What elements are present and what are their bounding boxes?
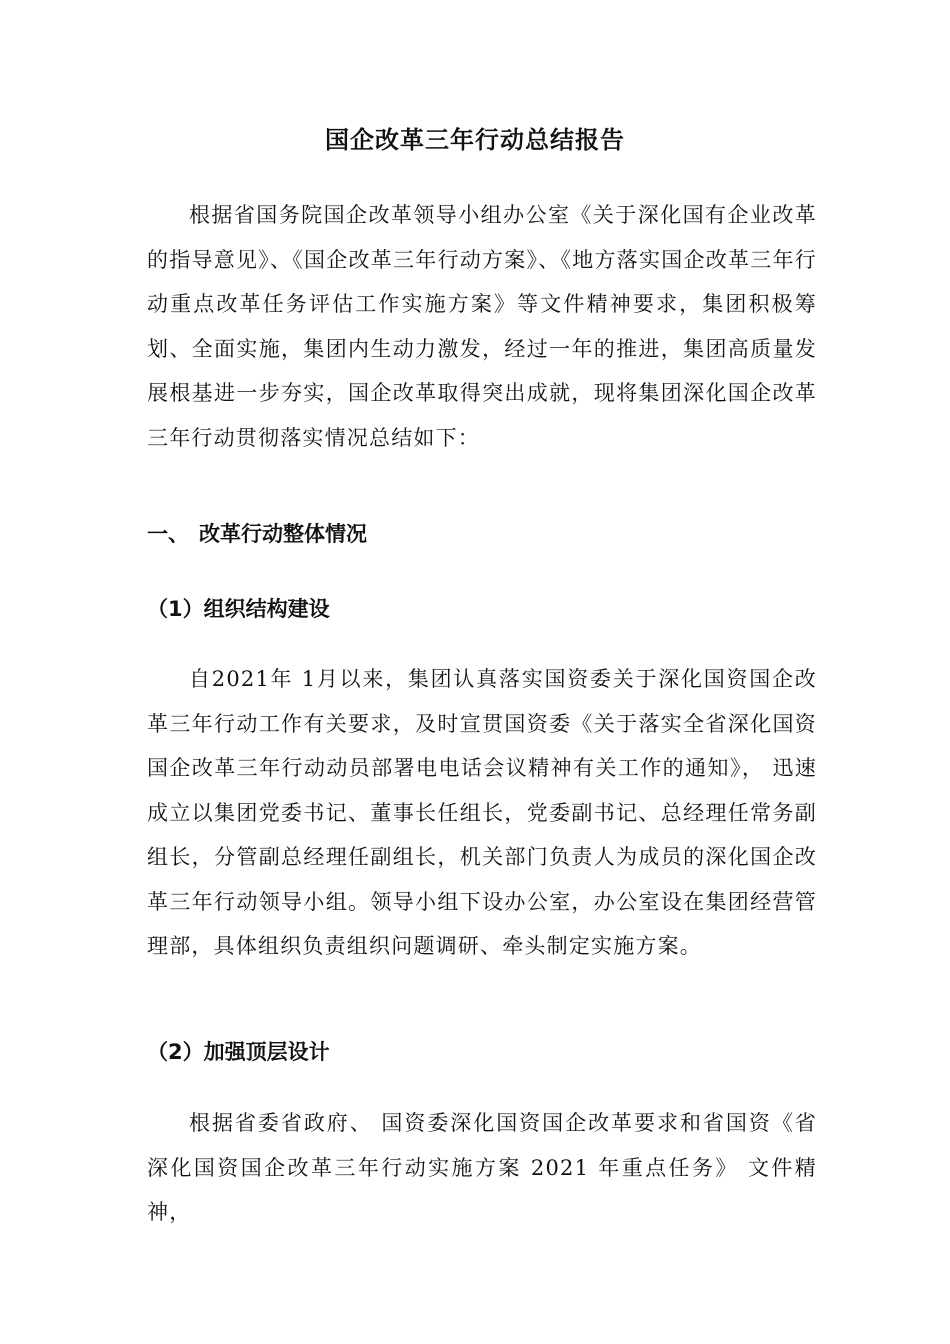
section-title: 改革行动整体情况 [199,522,367,546]
subsection-2-paragraph: 根据省委省政府、 国资委深化国资国企改革要求和省国资《省深化国资国企改革三年行动实施方案 2021 年重点任务》 文件精神， [147,1111,817,1224]
section-number: 一、 [147,522,189,546]
subsection-heading-1: （1）组织结构建设 [147,597,330,621]
subsection-heading-2: （2）加强顶层设计 [147,1040,330,1064]
subsection-1-paragraph: 自2021年 1月以来，集团认真落实国资委关于深化国资国企改革三年行动工作有关要求，及时宣贯国资委《关于落实全省深化国资国企改革三年行动动员部署电电话会议精神有关工作的通知》， 迅速成立以集团党委书记、董事长任组长，党委副书记、总经理任常务副组长，分管副总经理任副组长，机关部门负责人为成员的深化国企改革三年行动领导小组。领导小组下设办公室，办公室设在集团经营管理部，具体组织负责组织问题调研、牵头制定实施方案。 [147,667,817,958]
section-heading-1 [147,516,367,552]
intro-paragraph: 根据省国务院国企改革领导小组办公室《关于深化国有企业改革的指导意见》、《国企改革三年行动方案》、《地方落实国企改革三年行动重点改革任务评估工作实施方案》等文件精神要求，集团积极筹划、全面实施，集团内生动力激发，经过一年的推进，集团高质量发展根基进一步夯实，国企改革取得突出成就，现将集团深化国企改革三年行动贯彻落实情况总结如下： [147,203,817,450]
document-title: 国企改革三年行动总结报告 [325,126,625,154]
